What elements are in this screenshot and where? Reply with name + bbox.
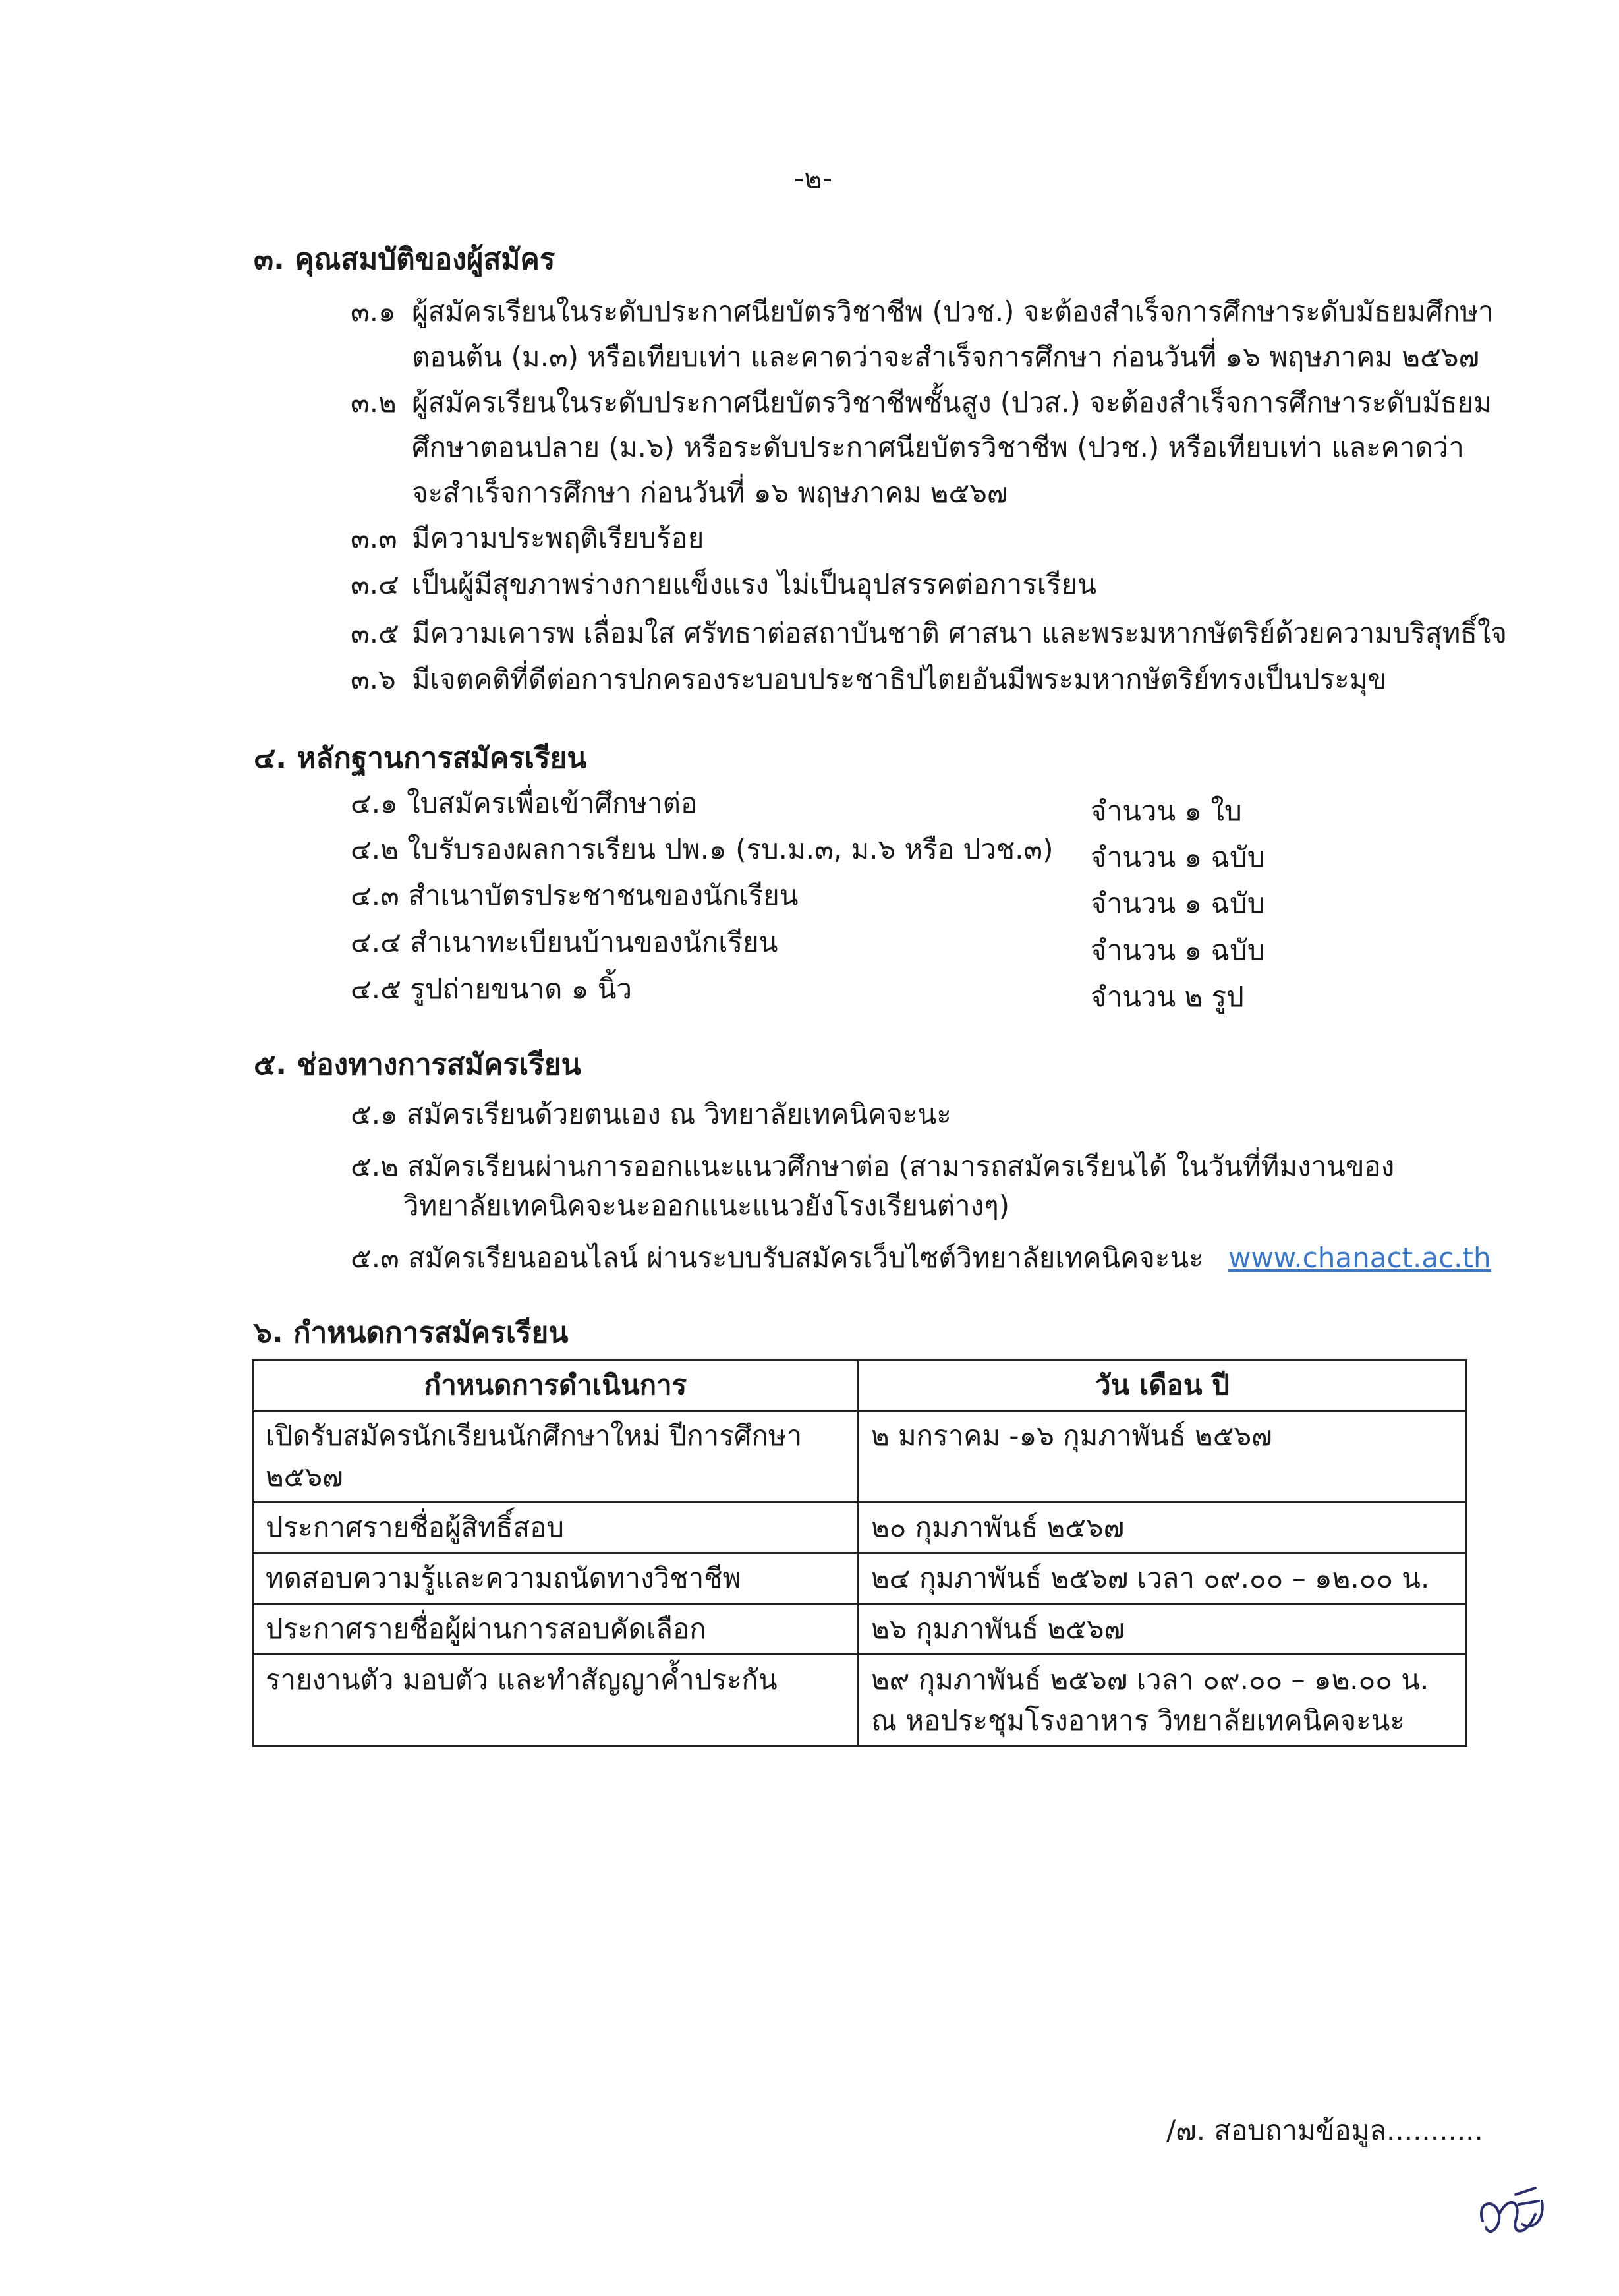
table-header-row [253, 1360, 1467, 1411]
task-cell: ทดสอบความรู้และความถนัดทางวิชาชีพ [253, 1553, 859, 1604]
doc-item-4-3: ๔.๓ สำเนาบัตรประชาชนของนักเรียน [351, 879, 799, 911]
channel-5-1: ๕.๑ สมัครเรียนด้วยตนเอง ณ วิทยาลัยเทคนิคจะนะ [351, 1098, 952, 1130]
date-line-1: ๒๙ กุมภาพันธ์ ๒๕๖๗ เวลา ๐๙.๐๐ – ๑๒.๐๐ น. [871, 1663, 1429, 1696]
doc-item-4-2: ๔.๒ ใบรับรองผลการเรียน ปพ.๑ (รบ.ม.๓, ม.๖ หรือ ปวช.๓) [351, 833, 1054, 865]
doc-count-4-5: จำนวน ๒ รูป [1091, 981, 1244, 1013]
task-cell: ประกาศรายชื่อผู้ผ่านการสอบคัดเลือก [253, 1604, 859, 1655]
table-row [253, 1655, 1467, 1746]
date-line-2: ณ หอประชุมโรงอาหาร วิทยาลัยเทคนิคจะนะ [871, 1704, 1405, 1736]
item-3-1-line1: ผู้สมัครเรียนในระดับประกาศนียบัตรวิชาชีพ (ปวช.) จะต้องสำเร็จการศึกษาระดับมัธยมศึกษา [412, 295, 1494, 328]
date-cell: ๒๖ กุมภาพันธ์ ๒๕๖๗ [859, 1604, 1467, 1655]
item-3-1-num: ๓.๑ [351, 295, 396, 328]
header-date: วัน เดือน ปี [859, 1360, 1467, 1411]
doc-count-4-4: จำนวน ๑ ฉบับ [1091, 934, 1265, 966]
item-3-3-text: มีความประพฤติเรียบร้อย [412, 522, 704, 554]
item-3-5-num: ๓.๕ [351, 617, 399, 649]
table-row [253, 1553, 1467, 1604]
table-row [253, 1503, 1467, 1553]
date-cell: ๒๔ กุมภาพันธ์ ๒๕๖๗ เวลา ๐๙.๐๐ – ๑๒.๐๐ น. [859, 1553, 1467, 1604]
signature-icon [1469, 2175, 1555, 2247]
website-link[interactable]: www.chanact.ac.th [1228, 1242, 1491, 1274]
date-cell [859, 1655, 1467, 1746]
section-4-title: ๔. หลักฐานการสมัครเรียน [254, 741, 587, 775]
channel-5-2-line2: วิทยาลัยเทคนิคจะนะออกแนะแนวยังโรงเรียนต่างๆ) [403, 1190, 1010, 1222]
doc-item-4-1: ๔.๑ ใบสมัครเพื่อเข้าศึกษาต่อ [351, 787, 698, 819]
channel-5-2-line1: ๕.๒ สมัครเรียนผ่านการออกแนะแนวศึกษาต่อ (สามารถสมัครเรียนได้ ในวันที่ทีมงานของ [351, 1150, 1395, 1182]
channel-5-3 [351, 1240, 1491, 1276]
doc-item-4-5: ๔.๕ รูปถ่ายขนาด ๑ นิ้ว [351, 973, 633, 1005]
task-cell: เปิดรับสมัครนักเรียนนักศึกษาใหม่ ปีการศึกษา ๒๕๖๗ [253, 1411, 859, 1503]
section-3-title: ๓. คุณสมบัติของผู้สมัคร [254, 243, 555, 276]
task-cell: รายงานตัว มอบตัว และทำสัญญาค้ำประกัน [253, 1655, 859, 1746]
doc-count-4-3: จำนวน ๑ ฉบับ [1091, 887, 1265, 919]
section-5-title: ๕. ช่องทางการสมัครเรียน [254, 1048, 581, 1081]
item-3-2-line2: ศึกษาตอนปลาย (ม.๖) หรือระดับประกาศนียบัตรวิชาชีพ (ปวช.) หรือเทียบเท่า และคาดว่า [412, 431, 1464, 463]
item-3-5-text: มีความเคารพ เลื่อมใส ศรัทธาต่อสถาบันชาติ ศาสนา และพระมหากษัตริย์ด้วยความบริสุทธิ์ใจ [412, 617, 1508, 649]
item-3-6-num: ๓.๖ [351, 663, 396, 695]
header-task: กำหนดการดำเนินการ [253, 1360, 859, 1411]
item-3-3-num: ๓.๓ [351, 522, 397, 554]
doc-count-4-2: จำนวน ๑ ฉบับ [1091, 841, 1265, 873]
table-row [253, 1604, 1467, 1655]
date-cell: ๒ มกราคม -๑๖ กุมภาพันธ์ ๒๕๖๗ [859, 1411, 1467, 1503]
item-3-2-line1: ผู้สมัครเรียนในระดับประกาศนียบัตรวิชาชีพชั้นสูง (ปวส.) จะต้องสำเร็จการศึกษาระดับมัธยม [412, 386, 1492, 418]
page-number: -๒- [794, 162, 832, 194]
schedule-table [252, 1359, 1467, 1747]
date-cell: ๒๐ กุมภาพันธ์ ๒๕๖๗ [859, 1503, 1467, 1553]
item-3-6-text: มีเจตคติที่ดีต่อการปกครองระบอบประชาธิปไตยอันมีพระมหากษัตริย์ทรงเป็นประมุข [412, 663, 1387, 695]
item-3-2-num: ๓.๒ [351, 386, 397, 418]
item-3-4-text: เป็นผู้มีสุขภาพร่างกายแข็งแรง ไม่เป็นอุปสรรคต่อการเรียน [412, 568, 1096, 600]
item-3-1-line2: ตอนต้น (ม.๓) หรือเทียบเท่า และคาดว่าจะสำเร็จการศึกษา ก่อนวันที่ ๑๖ พฤษภาคม ๒๕๖๗ [412, 341, 1480, 373]
doc-count-4-1: จำนวน ๑ ใบ [1091, 795, 1242, 827]
section-6-title: ๖. กำหนดการสมัครเรียน [254, 1316, 569, 1350]
task-cell: ประกาศรายชื่อผู้สิทธิ์สอบ [253, 1503, 859, 1553]
item-3-4-num: ๓.๔ [351, 568, 399, 600]
continuation-note: /๗. สอบถามข้อมูล........... [1166, 2114, 1483, 2146]
table-row [253, 1411, 1467, 1503]
channel-5-3-text: ๕.๓ สมัครเรียนออนไลน์ ผ่านระบบรับสมัครเว็บไซต์วิทยาลัยเทคนิคจะนะ [351, 1242, 1204, 1274]
doc-item-4-4: ๔.๔ สำเนาทะเบียนบ้านของนักเรียน [351, 926, 778, 958]
item-3-2-line3: จะสำเร็จการศึกษา ก่อนวันที่ ๑๖ พฤษภาคม ๒๕๖๗ [412, 476, 1008, 509]
